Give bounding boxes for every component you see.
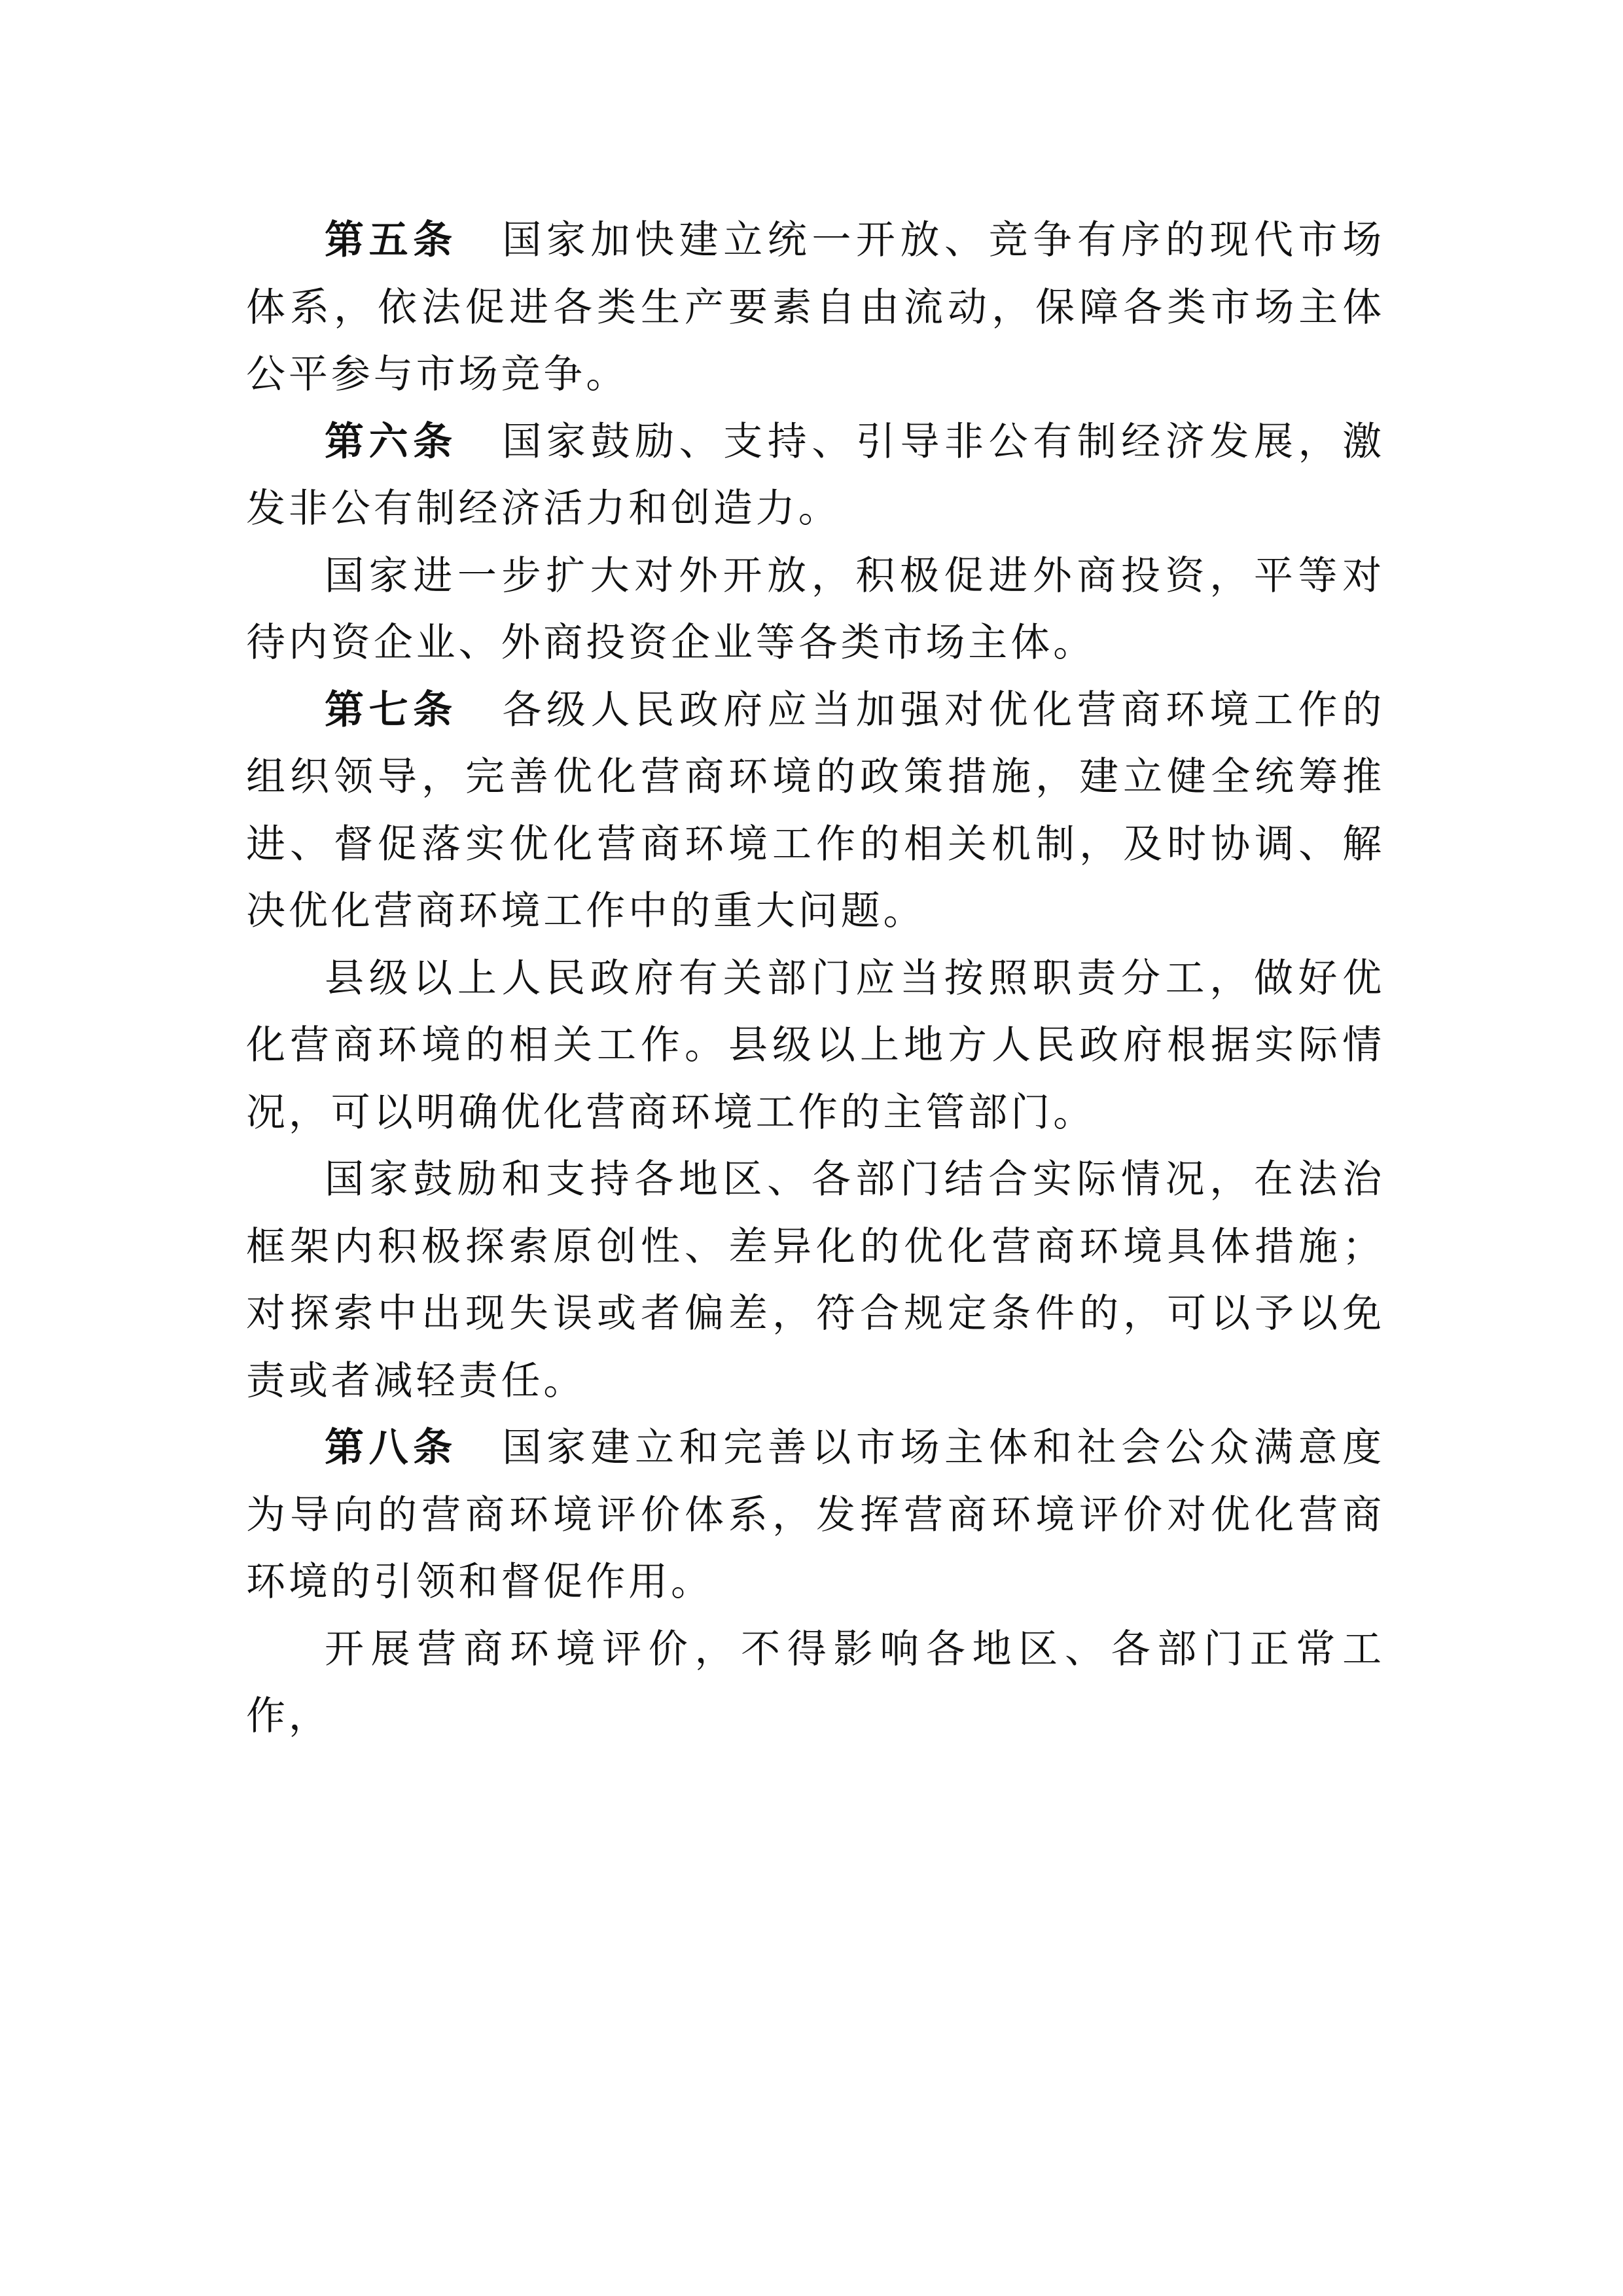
article-8-number: 第八条	[325, 1425, 457, 1471]
article-7-clause-2	[246, 945, 1385, 1147]
article-6-number: 第六条	[325, 418, 457, 465]
article-7-clause-3-text: 国家鼓励和支持各地区、各部门结合实际情况，在法治框架内积极探索原创性、差异化的优化营商环境具体措施；对探索中出现失误或者偏差，符合规定条件的，可以予以免责或者减轻责任。	[246, 1157, 1385, 1404]
article-7-clause-3	[246, 1146, 1385, 1414]
article-7-paragraph	[246, 677, 1385, 945]
article-6-text: 国家鼓励、支持、引导非公有制经济发展，激发非公有制经济活力和创造力。	[246, 418, 1385, 531]
article-8-clause-2-text: 开展营商环境评价，不得影响各地区、各部门正常工作，	[246, 1626, 1385, 1739]
article-5-paragraph	[246, 207, 1385, 408]
article-6-clause-2-text: 国家进一步扩大对外开放，积极促进外商投资，平等对待内资企业、外商投资企业等各类市场主体。	[246, 552, 1385, 666]
article-8-clause-2	[246, 1616, 1385, 1750]
article-7-number: 第七条	[325, 687, 457, 733]
article-8-text: 国家建立和完善以市场主体和社会公众满意度为导向的营商环境评价体系，发挥营商环境评价对优化营商环境的引领和督促作用。	[246, 1425, 1385, 1605]
article-8-paragraph	[246, 1414, 1385, 1616]
article-6-clause-2	[246, 543, 1385, 677]
article-5-number: 第五条	[325, 217, 457, 263]
article-7-clause-2-text: 县级以上人民政府有关部门应当按照职责分工，做好优化营商环境的相关工作。县级以上地方人民政府根据实际情况，可以明确优化营商环境工作的主管部门。	[246, 955, 1385, 1136]
article-6-paragraph	[246, 408, 1385, 543]
regulation-text	[246, 207, 1385, 1750]
article-5-text: 国家加快建立统一开放、竞争有序的现代市场体系，依法促进各类生产要素自由流动，保障各类市场主体公平参与市场竞争。	[246, 217, 1385, 397]
article-7-text: 各级人民政府应当加强对优化营商环境工作的组织领导，完善优化营商环境的政策措施，建立健全统筹推进、督促落实优化营商环境工作的相关机制，及时协调、解决优化营商环境工作中的重大问题。	[246, 687, 1385, 934]
